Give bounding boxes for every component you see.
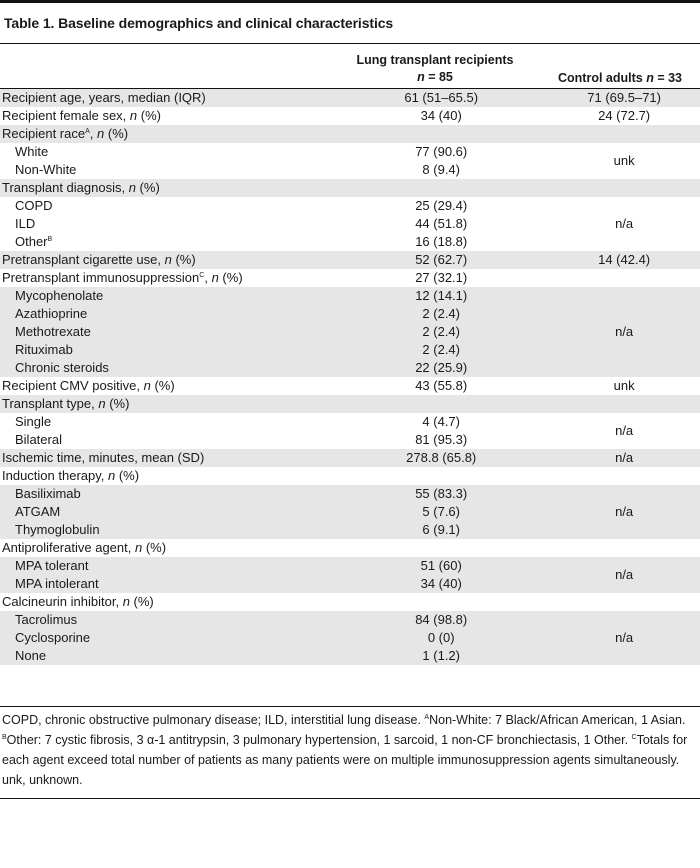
table-row: Recipient race$^A$, n (%) xyxy=(0,125,700,143)
table-row: Thymoglobulin 6 (9.1) xyxy=(0,521,700,539)
table-row: Recipient age, years, median (IQR) 61 (51–65.5) 71 (69.5–71) xyxy=(0,89,700,108)
table-row: ATGAM 5 (7.6) xyxy=(0,503,700,521)
table-title: Table 1. Baseline demographics and clinical characteristics xyxy=(4,15,394,31)
table-row: Chronic steroids 22 (25.9) xyxy=(0,359,700,377)
table-row: Rituximab 2 (2.4) xyxy=(0,341,700,359)
table-row: Other$^B$ 16 (18.8) xyxy=(15,234,468,249)
table-row: Ischemic time, minutes, mean (SD) 278.8 (65.8) n/a xyxy=(0,449,700,467)
table-row: Recipient female sex, n (%) 34 (40) 24 (72.7) xyxy=(2,108,651,123)
table-row: ILD 44 (51.8) xyxy=(15,216,468,231)
table-row: Non-White 8 (9.4) xyxy=(15,162,460,177)
table-row: Methotrexate 2 (2.4) xyxy=(0,323,700,341)
table-row: Mycophenolate 12 (14.1) n/a xyxy=(0,287,700,305)
table-row: Calcineurin inhibitor, n (%) xyxy=(2,594,154,609)
table-row: Pretransplant immunosuppression$^C$, n (%) 27 (32.1) xyxy=(2,270,468,285)
top-bar xyxy=(0,0,700,3)
table-row: Single 4 (4.7) n/a xyxy=(15,414,634,438)
table-bottom-rule xyxy=(0,706,700,707)
table-footnote: COPD, chronic obstructive pulmonary disease; ILD, interstitial lung disease. $^A$Non-White: 7 Black/African American, 1 Asian. $^B$Other: 7 cystic fibrosis, 3 α-1 antitrypsin, 3 pulmonary hypertension, 1 sarcoid, 1 non-CF bronchiectasis, 1 Other. $^C$Totals for each agent exceed total number of patients as many patients were on multiple immunosuppression agents simultaneously. unk, unknown. xyxy=(2,713,688,787)
table-row: Recipient CMV positive, n (%) 43 (55.8) unk xyxy=(2,378,635,393)
table-row: Induction therapy, n (%) xyxy=(2,468,140,483)
table-row: MPA intolerant 34 (40) xyxy=(0,575,700,593)
table-row: COPD 25 (29.4) n/a xyxy=(15,198,634,231)
table-row: Antiproliferative agent, n (%) xyxy=(2,540,167,555)
footnote-bottom-rule xyxy=(0,798,700,799)
header-rule xyxy=(0,43,700,44)
table-row: Transplant type, n (%) xyxy=(0,395,700,413)
table-row: Transplant diagnosis, n (%) xyxy=(0,179,700,197)
demographics-table xyxy=(0,88,700,665)
table-row: Azathioprine 2 (2.4) xyxy=(0,305,700,323)
table-row: Bilateral 81 (95.3) xyxy=(15,432,468,447)
column-header-lung-transplant: Lung transplant recipients n = 85 xyxy=(356,53,514,84)
column-header-control: Control adults n = 33 xyxy=(558,71,682,85)
table-row: Tacrolimus 84 (98.8) n/a xyxy=(0,611,700,629)
table-row: MPA tolerant 51 (60) n/a xyxy=(0,557,700,575)
table-row: Pretransplant cigarette use, n (%) 52 (62.7) 14 (42.4) xyxy=(0,251,700,269)
table-row: Basiliximab 55 (83.3) n/a xyxy=(0,485,700,503)
table-row: White 77 (90.6) unk xyxy=(15,144,635,168)
table-row: Cyclosporine 0 (0) xyxy=(0,629,700,647)
table-row: None 1 (1.2) xyxy=(0,647,700,665)
